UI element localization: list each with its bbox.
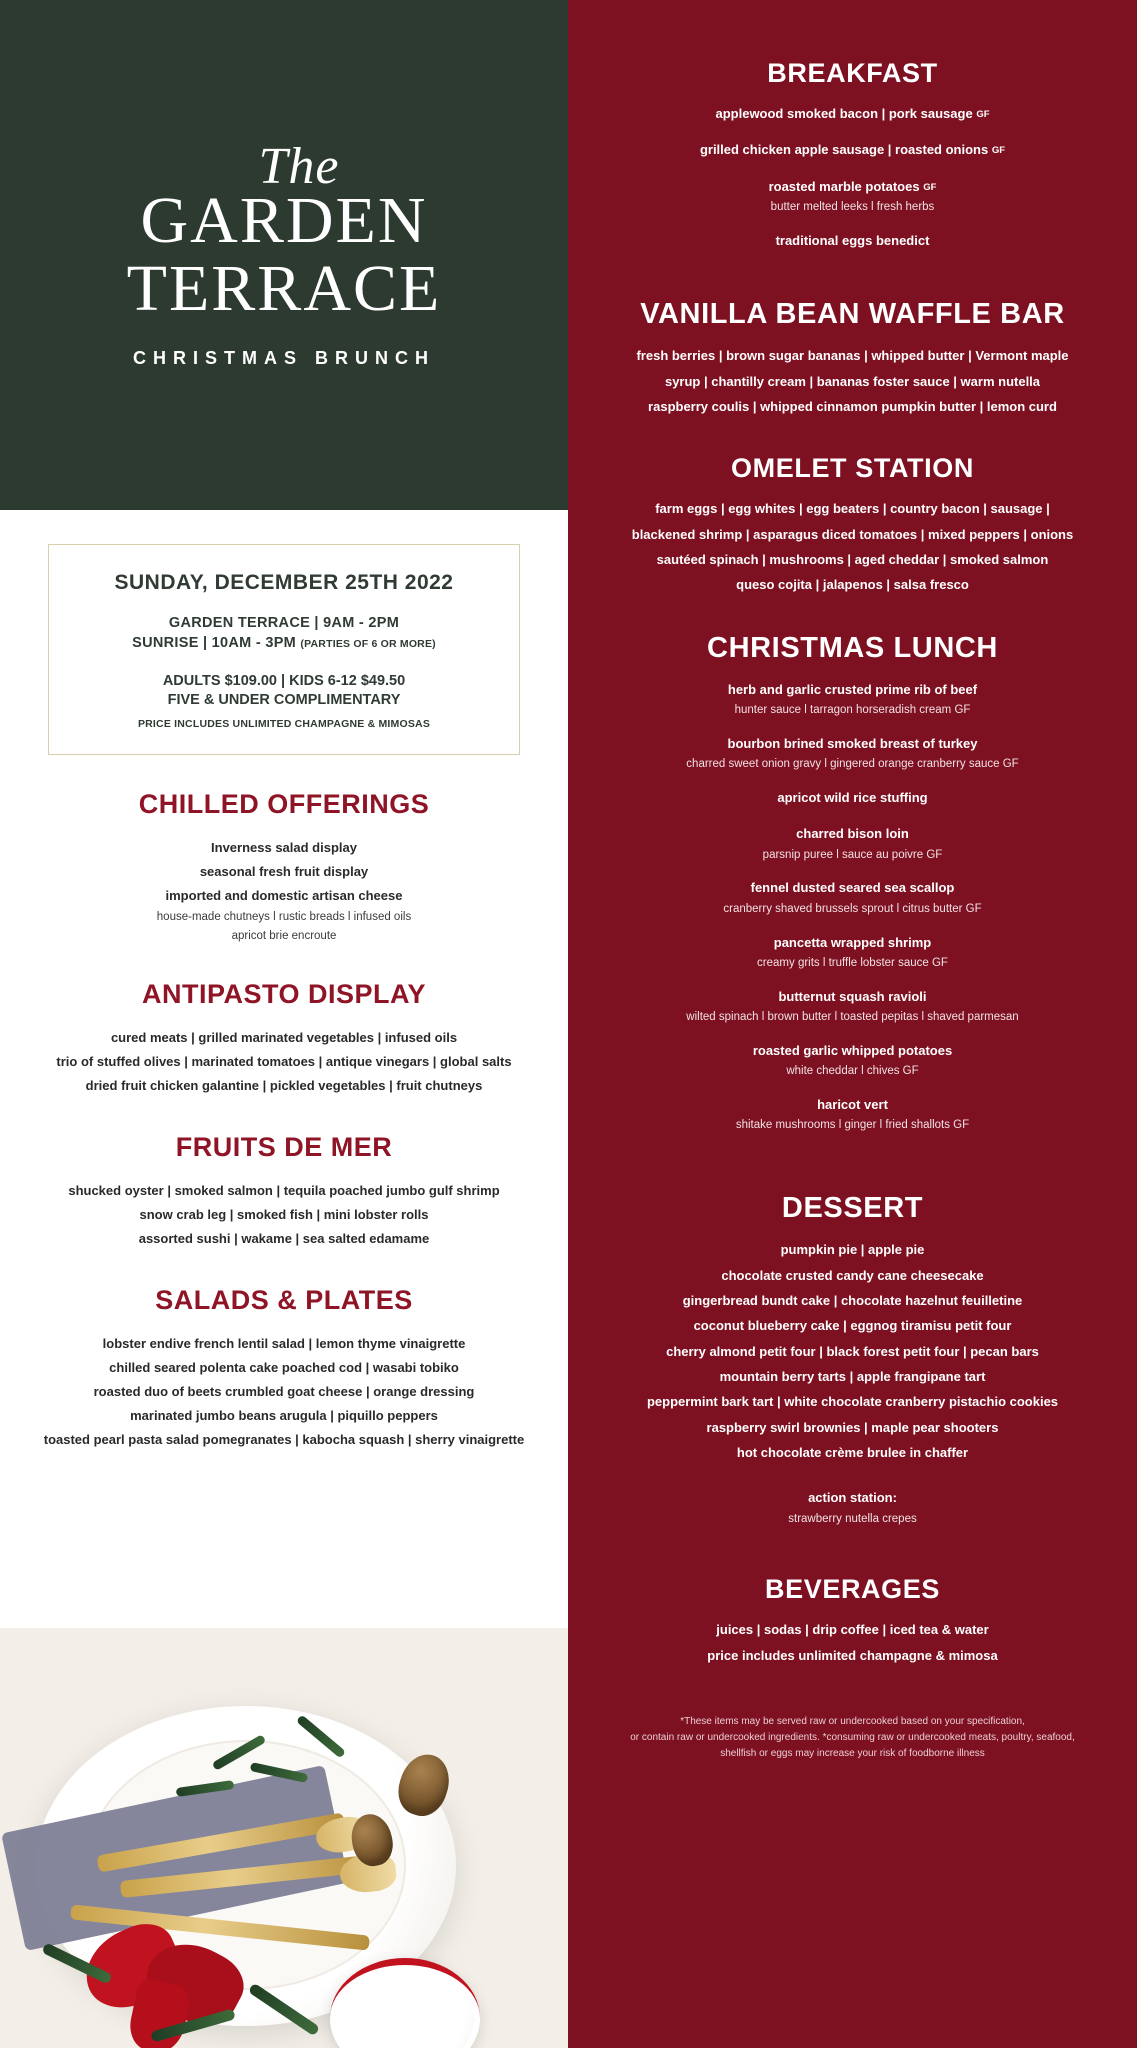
menu-block [602,785,1103,810]
menu-item-sub: charred sweet onion gravy l gingered orange cranberry sauce GF [686,758,1019,771]
menu-block [602,875,1103,918]
venue-line-2 [59,635,509,651]
section-title-dessert: DESSERT [781,1192,924,1225]
menu-item-text: applewood smoked bacon | pork sausage [715,106,973,121]
menu-item: price includes unlimited champagne & mimosa [707,1647,998,1663]
menu-item-text: roasted marble potatoes [768,178,920,194]
spacer [59,655,509,673]
section-title-beverages: BEVERAGES [765,1574,940,1605]
right-column-menu [568,0,1137,2048]
menu-item-sub: wilted spinach l brown butter l toasted pepitas l shaved parmesan [686,1011,1019,1024]
gf-label: GF [976,109,990,120]
menu-item [602,101,1103,126]
menu-item: herb and garlic crusted prime rib of beef [727,681,978,697]
section-title-salads-and-plates: SALADS & PLATES [155,1285,413,1316]
menu-block [602,174,1103,217]
menu-item-sub: strawberry nutella crepes [788,1512,917,1525]
logo-subtitle: CHRISTMAS BRUNCH [133,347,435,368]
menu-item-sub: butter melted leeks l fresh herbs [770,201,935,214]
event-date: SUNDAY, DECEMBER 25TH 2022 [114,571,454,594]
spacer [602,1146,1103,1192]
hero-banner [0,0,568,510]
event-info-box [48,544,520,755]
menu-block [602,137,1103,162]
menu-item: fennel dusted seared sea scallop [750,880,955,896]
menu-item: peppermint bark tart | white chocolate cranberry pistachio cookies [646,1394,1059,1410]
spacer [602,419,1103,453]
section-title-vanilla-bean-waffle-bar: VANILLA BEAN WAFFLE BAR [640,298,1065,331]
menu-item: snow crab leg | smoked fish | mini lobster rolls [139,1207,429,1223]
menu-item: roasted duo of beets crumbled goat cheese | orange dressing [93,1384,475,1400]
menu-item-sub: apricot brie encroute [231,929,337,942]
menu-item: syrup | chantilly cream | bananas foster sauce | warm nutella [664,373,1041,389]
menu-item: chocolate crusted candy cane cheesecake [721,1267,984,1283]
menu-item: mountain berry tarts | apple frangipane tart [719,1368,986,1384]
menu-item: gingerbread bundt cake | chocolate hazelnut feuilletine [682,1292,1023,1308]
menu-block [602,1038,1103,1081]
menu-item: assorted sushi | wakame | sea salted edamame [138,1231,430,1247]
menu-item: cherry almond petit four | black forest petit four | pecan bars [666,1343,1039,1359]
menu-item: hot chocolate crème brulee in chaffer [736,1444,969,1460]
menu-item-sub: white cheddar l chives GF [786,1065,919,1078]
menu-item: fresh berries | brown sugar bananas | whipped butter | Vermont maple [636,348,1069,364]
section-title-omelet-station: OMELET STATION [731,453,974,484]
menu-item: lobster endive french lentil salad | lemon thyme vinaigrette [102,1336,466,1352]
footnote-line-3: shellfish or eggs may increase your risk of foodborne illness [720,1748,985,1760]
menu-item: roasted garlic whipped potatoes [752,1042,953,1058]
menu-item: raspberry swirl brownies | maple pear shooters [706,1419,999,1435]
section-title-breakfast: BREAKFAST [767,58,938,88]
menu-item: coconut blueberry cake | eggnog tiramisu petit four [693,1318,1012,1334]
menu-block [602,101,1103,126]
menu-item: Inverness salad display [211,840,357,855]
menu-item: charred bison loin [796,826,909,842]
logo-line-2: TERRACE [126,251,442,325]
menu-item: sautéed spinach | mushrooms | aged cheddar | smoked salmon [656,551,1049,567]
menu-item: dried fruit chicken galantine | pickled vegetables | fruit chutneys [85,1078,483,1094]
spacer [602,1528,1103,1574]
menu-item [602,174,1103,199]
menu-item: haricot vert [817,1097,888,1113]
venue-line-1: GARDEN TERRACE | 9AM - 2PM [168,615,400,631]
footnote-line-1: *These items may be served raw or undercooked based on your specification, [680,1716,1025,1728]
menu-item: chilled seared polenta cake poached cod | wasabi tobiko [109,1360,459,1376]
menu-item: blackened shrimp | asparagus diced tomatoes | mixed peppers | onions [631,526,1074,542]
menu-item: butternut squash ravioli [778,988,927,1004]
menu-item: seasonal fresh fruit display [199,864,369,880]
festive-place-setting-photo [0,1628,568,2048]
menu-item: pumpkin pie | apple pie [780,1242,925,1258]
logo-wordmark [126,184,442,325]
menu-item: pancetta wrapped shrimp [773,934,932,950]
section-title-fruits-de-mer: FRUITS DE MER [175,1132,393,1163]
section-title-antipasto-display: ANTIPASTO DISPLAY [141,978,427,1009]
menu-item-sub: creamy grits l truffle lobster sauce GF [757,956,948,969]
venue-line-2-text: SUNRISE | 10AM - 3PM [132,635,297,651]
menu-item: shucked oyster | smoked salmon | tequila poached jumbo gulf shrimp [68,1183,500,1199]
menu-item: toasted pearl pasta salad pomegranates | kabocha squash | sherry vinaigrette [43,1432,525,1448]
left-sections [0,789,568,1452]
menu-item: marinated jumbo beans arugula | piquillo peppers [130,1408,438,1424]
menu-item: cured meats | grilled marinated vegetables | infused oils [110,1029,458,1045]
menu-item-sub: hunter sauce l tarragon horseradish cream GF [734,703,971,716]
price-includes-note: PRICE INCLUDES UNLIMITED CHAMPAGNE & MIMOSAS [137,718,431,730]
spacer [602,1465,1103,1485]
footnote-line-2: or contain raw or undercooked ingredients. *consuming raw or undercooked meats, poultry, seafood, [630,1732,1075,1744]
menu-block [602,1092,1103,1135]
menu-item-text: grilled chicken apple sausage | roasted onions [699,142,989,158]
price-under-five: FIVE & UNDER COMPLIMENTARY [167,692,401,708]
spacer [602,598,1103,632]
menu-item-sub: cranberry shaved brussels sprout l citrus butter GF [723,902,982,915]
menu-item: bourbon brined smoked breast of turkey [727,735,978,751]
gf-label: GF [991,145,1006,157]
menu-block [602,821,1103,864]
menu-item-sub: parsnip puree l sauce au poivre GF [762,848,943,861]
menu-block [602,677,1103,720]
menu-item-sub: shitake mushrooms l ginger l fried shallots GF [735,1119,970,1132]
logo-the: The [258,138,340,196]
menu-item [602,137,1103,162]
menu-item: apricot wild rice stuffing [777,789,928,805]
section-title-christmas-lunch: CHRISTMAS LUNCH [707,631,998,664]
menu-block [602,930,1103,973]
menu-block [602,984,1103,1027]
section-title-chilled-offerings: CHILLED OFFERINGS [138,789,430,819]
menu-item: raspberry coulis | whipped cinnamon pumpkin butter | lemon curd [648,398,1057,414]
venue-line-2-note: (PARTIES OF 6 OR MORE) [300,638,436,650]
menu-item: juices | sodas | drip coffee | iced tea & water [716,1622,989,1638]
menu-item: farm eggs | egg whites | egg beaters | country bacon | sausage | [655,501,1050,517]
gf-label: GF [923,181,937,193]
menu-item: imported and domestic artisan cheese [165,888,403,904]
menu-block [602,228,1103,253]
footnote-disclaimer [602,1714,1103,1762]
price-adults-kids: ADULTS $109.00 | KIDS 6-12 $49.50 [162,673,406,689]
menu-item: action station: [808,1490,897,1506]
menu-item: traditional eggs benedict [775,232,930,248]
left-column [0,0,568,2048]
menu-block [602,731,1103,774]
menu-item: queso cojita | jalapenos | salsa fresco [736,577,969,593]
menu-item: trio of stuffed olives | marinated tomatoes | antique vinegars | global salts [56,1053,512,1069]
logo-line-1: GARDEN [140,184,428,258]
spacer [602,264,1103,298]
menu-item-sub: house-made chutneys l rustic breads l infused oils [156,911,412,924]
